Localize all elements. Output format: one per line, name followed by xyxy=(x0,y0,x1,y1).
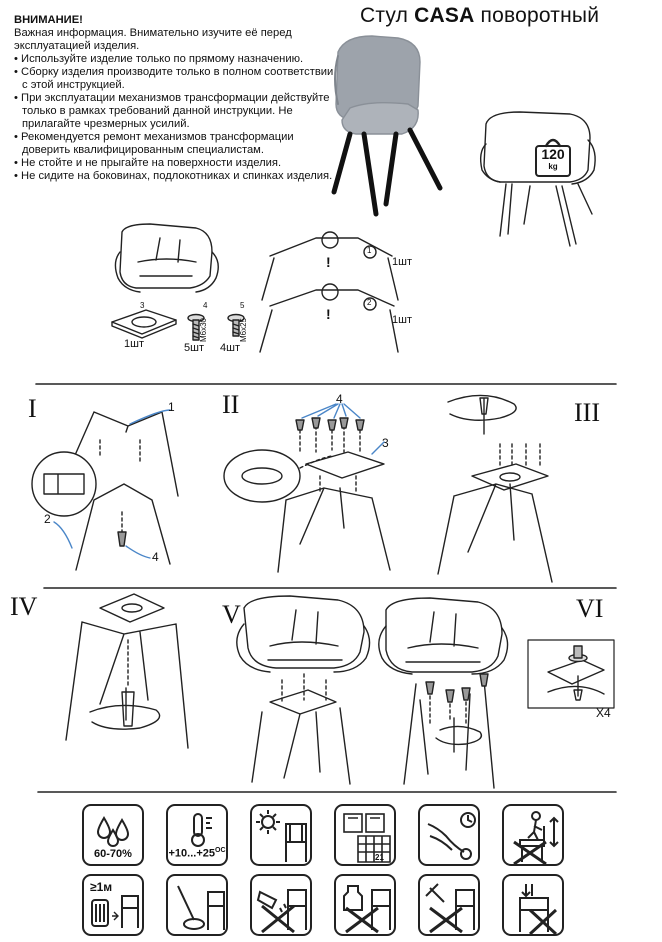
part-size-5: M6x25 xyxy=(239,318,248,343)
temperature-label xyxy=(168,847,226,860)
title-brand: CASA xyxy=(414,4,475,27)
step-4-illustration xyxy=(66,594,188,748)
title-suffix: поворотный xyxy=(480,4,600,27)
humidity-label: 60-70% xyxy=(94,848,132,860)
step-2-label: II xyxy=(222,390,240,419)
step-2-callout-4: 4 xyxy=(336,392,343,406)
calendar-day: 21 xyxy=(375,853,384,862)
part-qty-2: 1шт xyxy=(392,314,412,326)
temperature-range: +10...+25 xyxy=(168,848,215,860)
temperature-icon xyxy=(166,804,228,866)
warning-item: • При эксплуатации механизмов трансформации действуйте только в рамках требований данной инструкции. Не прилагайте чрезмерных усилий. xyxy=(14,92,334,131)
part-number-5: 5 xyxy=(240,301,245,310)
warning-item: • Сборку изделия производите только в полном соответствии с этой инструкцией. xyxy=(14,66,334,92)
weight-value: 120 xyxy=(541,146,565,162)
step-3-label: III xyxy=(574,398,600,427)
swivel-plate-illustration xyxy=(112,310,176,338)
no-standing-icon xyxy=(502,804,564,866)
warning-intro: Важная информация. Внимательно изучите её перед эксплуатацией изделия. xyxy=(14,27,292,52)
step-6-multiplier: X4 xyxy=(596,706,611,720)
step-1-callout-4: 4 xyxy=(152,550,159,564)
part-qty-3: 1шт xyxy=(124,338,144,350)
no-sunlight-icon xyxy=(250,804,312,866)
step-5-label: V xyxy=(222,600,241,629)
weight-limit-illustration xyxy=(481,112,595,246)
warning-item: • Не сидите на боковинах, подлокотниках и спинках изделия. xyxy=(14,170,334,183)
warning-mark: ! xyxy=(326,254,331,270)
step-4-label: IV xyxy=(10,592,38,621)
step-6-illustration xyxy=(379,598,508,788)
warning-mark: ! xyxy=(326,306,331,322)
warning-heading: ВНИМАНИЕ! xyxy=(14,14,83,26)
heater-distance-icon xyxy=(82,874,144,936)
step-6-inset xyxy=(528,640,614,708)
part-number-2: 2 xyxy=(367,298,372,307)
humidity-icon xyxy=(82,804,144,866)
part-number-4: 4 xyxy=(203,301,208,310)
part-qty-1: 1шт xyxy=(392,256,412,268)
distance-label: ≥1м xyxy=(90,880,113,894)
part-size-4: M6x30 xyxy=(199,318,208,343)
no-drag-icon xyxy=(502,874,564,936)
part-number-3: 3 xyxy=(140,301,145,310)
product-chair-illustration xyxy=(334,36,440,214)
tools-maintenance-icon xyxy=(418,804,480,866)
part-number-1: 1 xyxy=(367,246,372,255)
weight-unit: kg xyxy=(548,162,558,171)
calendar-inspection-icon xyxy=(334,804,396,866)
step-6-label: VI xyxy=(576,594,604,623)
part-qty-4: 5шт xyxy=(184,342,204,354)
step-2-callout-3: 3 xyxy=(382,436,389,450)
step-1-callout-1: 1 xyxy=(168,400,175,414)
step-3-illustration xyxy=(438,395,552,582)
seat-part-illustration xyxy=(115,224,218,292)
vacuum-cleaning-icon xyxy=(166,874,228,936)
warning-item: • Используйте изделие только по прямому назначению. xyxy=(14,53,334,66)
part-qty-5: 4шт xyxy=(220,342,240,354)
step-2-illustration xyxy=(224,404,390,572)
warning-item: • Рекомендуется ремонт механизмов трансформации доверить квалифицированным специалистам. xyxy=(14,131,334,157)
no-hammer-icon xyxy=(418,874,480,936)
step-5-illustration xyxy=(237,596,370,784)
step-1-callout-2: 2 xyxy=(44,512,51,526)
no-chemicals-icon xyxy=(334,874,396,936)
step-1-illustration xyxy=(32,410,178,570)
warning-item: • Не стойте и не прыгайте на поверхности изделия. xyxy=(14,157,334,170)
temperature-unit: OC xyxy=(215,847,226,855)
title-prefix: Стул xyxy=(360,4,409,27)
no-wet-cleaning-icon xyxy=(250,874,312,936)
step-1-label: I xyxy=(28,394,37,423)
